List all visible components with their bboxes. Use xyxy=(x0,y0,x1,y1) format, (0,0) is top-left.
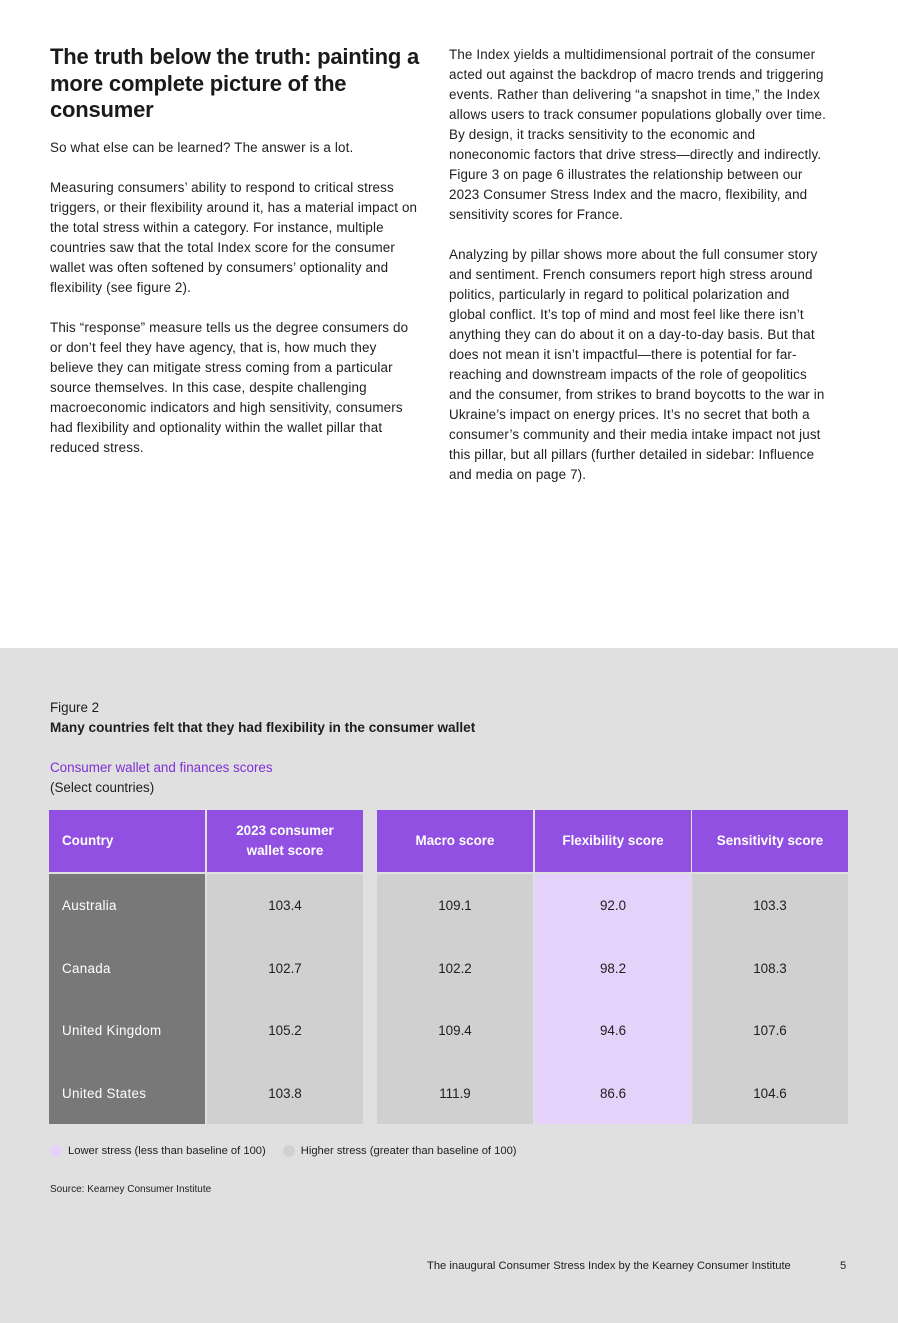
wallet-score-cell: 105.2 xyxy=(207,999,363,1062)
macro-score-cell: 102.2 xyxy=(377,937,533,999)
paragraph: Analyzing by pillar shows more about the full consumer story and sentiment. French consumers report high stress around politics, particularly in regard to political polarization and global conflict. It’s top of mind and most feel like there isn’t anything they can do about it on a day-to-day basis. But that does not mean it isn’t impactful—there is potential for far-reaching and downstream impacts of the role of geopolitics and the consumer, from strikes to brand boycotts to the war in Ukraine’s impact on energy prices. It’s no secret that both a consumer’s community and their media intake impact not just this pillar, but all pillars (further detailed in sidebar: Influence and media on page 7). xyxy=(449,247,825,482)
wallet-score-cell: 102.7 xyxy=(207,937,363,999)
table-row-country: United States xyxy=(49,1062,205,1124)
page-number: 5 xyxy=(840,1260,847,1272)
sensitivity-score-cell: 107.6 xyxy=(692,999,848,1062)
section-heading: The truth below the truth: painting a more complete picture of the consumer xyxy=(50,44,420,122)
wallet-score-cell: 103.8 xyxy=(207,1062,363,1124)
macro-score-cell: 111.9 xyxy=(377,1062,533,1124)
right-column xyxy=(449,45,827,505)
flexibility-score-cell: 86.6 xyxy=(535,1062,691,1124)
paragraph: This “response” measure tells us the degree consumers do or don’t feel they have agency, that is, how much they believe they can mitigate stress coming from a particular source themselves. In this case, despite challenging macroeconomic indicators and high sensitivity, consumers had flexibility and optionality within the wallet pillar that reduced stress. xyxy=(50,319,409,455)
higher-stress-dot-icon xyxy=(283,1145,295,1157)
sensitivity-score-cell: 108.3 xyxy=(692,937,848,999)
table-title: Consumer wallet and finances scores xyxy=(50,760,273,775)
source-note: Source: Kearney Consumer Institute xyxy=(50,1184,212,1195)
table-row-country: Australia xyxy=(49,874,205,937)
macro-score-cell: 109.1 xyxy=(377,874,533,937)
sensitivity-score-cell: 104.6 xyxy=(692,1062,848,1124)
flexibility-score-cell: 92.0 xyxy=(535,874,691,937)
lower-stress-dot-icon xyxy=(50,1145,62,1157)
footer-text: The inaugural Consumer Stress Index by the Kearney Consumer Institute xyxy=(427,1260,791,1272)
column-header-macro: Macro score xyxy=(377,810,533,872)
column-header-flexibility: Flexibility score xyxy=(535,810,691,872)
macro-score-cell: 109.4 xyxy=(377,999,533,1062)
column-header-wallet: 2023 consumer wallet score xyxy=(207,810,363,872)
legend-lower-label: Lower stress (less than baseline of 100) xyxy=(68,1145,266,1157)
figure-panel xyxy=(0,648,898,1323)
column-header-country: Country xyxy=(49,810,205,872)
flexibility-score-cell: 98.2 xyxy=(535,937,691,999)
wallet-score-cell: 103.4 xyxy=(207,874,363,937)
left-column xyxy=(50,44,422,478)
column-header-sensitivity: Sensitivity score xyxy=(692,810,848,872)
table-row-country: Canada xyxy=(49,937,205,999)
table-subtitle: (Select countries) xyxy=(50,780,155,795)
flexibility-score-cell: 94.6 xyxy=(535,999,691,1062)
figure-label: Figure 2 xyxy=(50,700,100,715)
sensitivity-score-cell: 103.3 xyxy=(692,874,848,937)
article-section xyxy=(0,0,898,648)
table-row-country: United Kingdom xyxy=(49,999,205,1062)
legend xyxy=(50,1145,517,1157)
paragraph: Measuring consumers’ ability to respond to critical stress triggers, or their flexibility around it, has a material impact on the total stress within a category. For instance, multiple countries saw that the total Index score for the consumer wallet was often softened by consumers’ optionality and flexibility (see figure 2). xyxy=(50,179,418,295)
paragraph: So what else can be learned? The answer is a lot. xyxy=(50,139,354,155)
figure-title: Many countries felt that they had flexibility in the consumer wallet xyxy=(50,720,476,735)
legend-higher-label: Higher stress (greater than baseline of 100) xyxy=(300,1145,517,1157)
paragraph: The Index yields a multidimensional portrait of the consumer acted out against the backdrop of macro trends and triggering events. Rather than delivering “a snapshot in time,” the Index allows users to track consumer populations globally over time. By design, it tracks sensitivity to the economic and noneconomic factors that drive stress—directly and indirectly. Figure 3 on page 6 illustrates the relationship between our 2023 Consumer Stress Index and the macro, flexibility, and sensitivity scores for France. xyxy=(449,47,826,222)
